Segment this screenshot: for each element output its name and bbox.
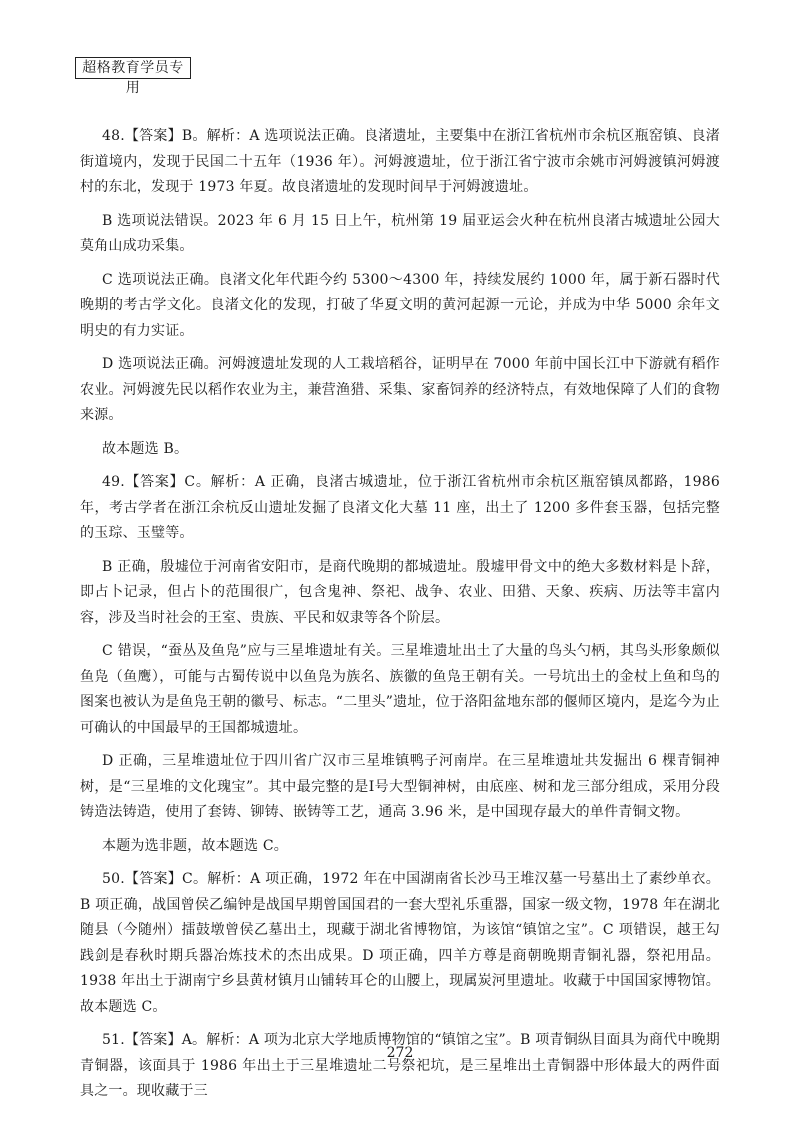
paragraph-q49-a: 49.【答案】C。解析：A 正确，良渚古城遗址，位于浙江省杭州市余杭区瓶窑镇凤都路，1986 年，考古学者在浙江余杭反山遗址发掘了良渚文化大墓 11 座，出土了 1200 多件套玉器，包括完整的玉琮、玉璧等。 xyxy=(80,474,720,541)
paragraph-q48-b: B 选项说法错误。2023 年 6 月 15 日上午，杭州第 19 届亚运会火种在杭州良渚古城遗址公园大莫角山成功采集。 xyxy=(80,212,720,254)
paragraph-q49-c: C 错误，“蚕丛及鱼凫”应与三星堆遗址有关。三星堆遗址出土了大量的鸟头勺柄，其鸟头形象颇似鱼凫（鱼鹰），可能与古蜀传说中以鱼凫为族名、族徽的鱼凫王朝有关。一号坑出土的金杖上鱼和鸟的图案也被认为是鱼凫王朝的徽号、标志。“二里头”遗址，位于洛阳盆地东部的偃师区境内，是迄今为止可确认的中国最早的王国都城遗址。 xyxy=(80,643,720,736)
paragraph-q48-a: 48.【答案】B。解析：A 选项说法正确。良渚遗址，主要集中在浙江省杭州市余杭区瓶窑镇、良渚街道境内，发现于民国二十五年（1936 年）。河姆渡遗址，位于浙江省宁波市余姚市河姆渡镇河姆渡村的东北，发现于 1973 年夏。故良渚遗址的发现时间早于河姆渡遗址。 xyxy=(80,128,720,195)
paragraph-q48-conclusion: 故本题选 B。 xyxy=(102,440,189,457)
paragraph-q51: 51.【答案】A。解析：A 项为北京大学地质博物馆的“镇馆之宝”。B 项青铜纵目面具为商代中晚期青铜器，该面具于 1986 年出土于三星堆遗址二号祭祀坑，是三星堆出土青铜器中形体最大的两件面具之一。现收藏于三 xyxy=(80,1032,720,1099)
paragraph-q48-c: C 选项说法正确。良渚文化年代距今约 5300～4300 年，持续发展约 1000 年，属于新石器时代晚期的考古学文化。良渚文化的发现，打破了华夏文明的黄河起源一元论，并成为中华 5000 余年文明史的有力实证。 xyxy=(80,271,720,339)
paragraph-q48-d: D 选项说法正确。河姆渡遗址发现的人工栽培稻谷，证明早在 7000 年前中国长江中下游就有稻作农业。河姆渡先民以稻作农业为主，兼营渔猎、采集、家畜饲养的经济特点，有效地保障了人们的食物来源。 xyxy=(80,356,720,423)
paragraph-q49-d: D 正确，三星堆遗址位于四川省广汉市三星堆镇鸭子河南岸。在三星堆遗址共发掘出 6 棵青铜神树，是“三星堆的文化瑰宝”。其中最完整的是Ⅰ号大型铜神树，由底座、树和龙三部分组成，采用分段铸造法铸造，使用了套铸、铆铸、嵌铸等工艺，通高 3.96 米，是中国现存最大的单件青铜文物。 xyxy=(80,753,720,820)
paragraph-q50: 50.【答案】C。解析：A 项正确，1972 年在中国湖南省长沙马王堆汉墓一号墓出土了素纱单衣。B 项正确，战国曾侯乙编钟是战国早期曾国国君的一套大型礼乐重器，国家一级文物，1978 年在湖北随县（今随州）擂鼓墩曾侯乙墓出土，现藏于湖北省博物馆，为该馆“镇馆之宝”。C 项错误，越王勾践剑是春秋时期兵器冶炼技术的杰出成果。D 项正确，四羊方尊是商朝晚期青铜礼器，祭祀用品。1938 年出土于湖南宁乡县黄材镇月山铺转耳仑的山腰上，现属炭河里遗址。收藏于中国国家博物馆。故本题选 C。 xyxy=(80,871,720,1015)
page-number: 272 xyxy=(386,1045,414,1061)
paragraph-q49-conclusion: 本题为选非题，故本题选 C。 xyxy=(102,837,288,854)
header-label: 超格教育学员专用 xyxy=(75,57,191,79)
paragraph-q49-b: B 正确，殷墟位于河南省安阳市，是商代晚期的都城遗址。殷墟甲骨文中的绝大多数材料是卜辞，即占卜记录，但占卜的范围很广，包含鬼神、祭祀、战争、农业、田猎、天象、疾病、历法等丰富内容，涉及当时社会的王室、贵族、平民和奴隶等各个阶层。 xyxy=(80,558,720,626)
document-body xyxy=(80,124,720,1113)
